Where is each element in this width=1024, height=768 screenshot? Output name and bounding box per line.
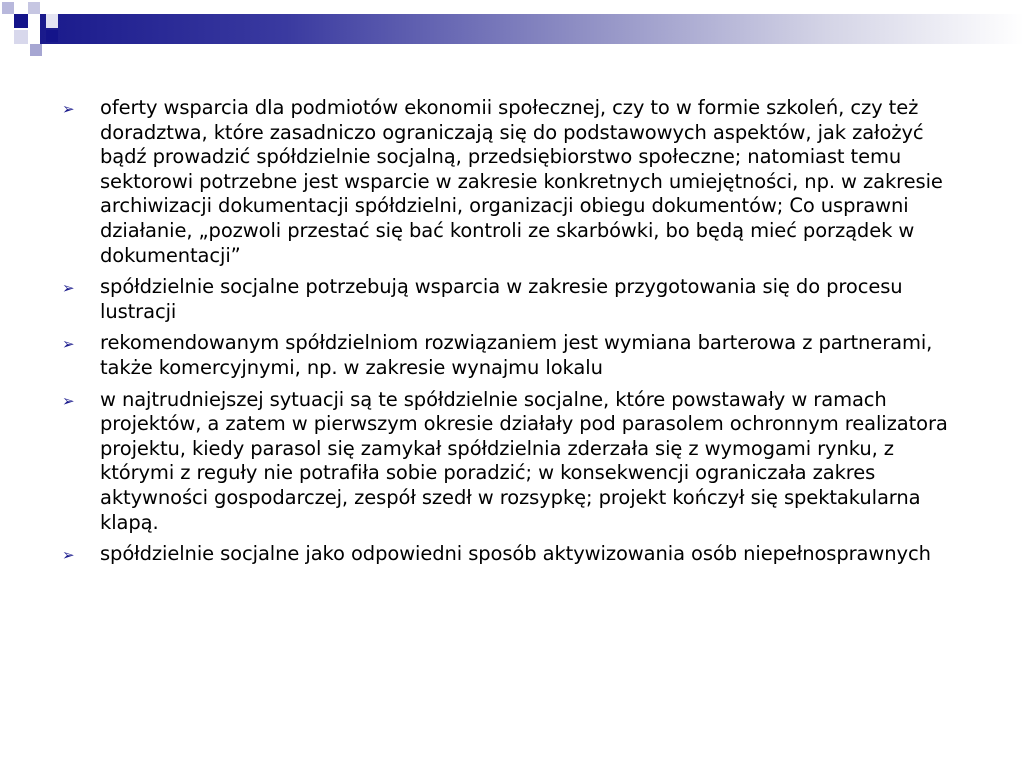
arrow-bullet-icon: ➢ bbox=[62, 100, 75, 118]
slide-content bbox=[62, 96, 962, 574]
bullet-text: spółdzielnie socjalne potrzebują wsparcia w zakresie przygotowania się do procesu lustracji bbox=[100, 275, 903, 323]
bullet-text: rekomendowanym spółdzielniom rozwiązaniem jest wymiana barterowa z partnerami, także komercyjnymi, np. w zakresie wynajmu lokalu bbox=[100, 331, 933, 379]
decorative-square bbox=[46, 14, 58, 28]
arrow-bullet-icon: ➢ bbox=[62, 546, 75, 565]
bullet-text: w najtrudniejszej sytuacji są te spółdzielnie socjalne, które powstawały w ramach projektów, a zatem w pierwszym okresie działały pod parasolem ochronnym realizatora projektu, kiedy parasol się zamykał spółdzielnia zderzała się z wymogami rynku, z którymi z reguły nie potrafiła sobie poradzić; w konsekwencji ograniczała zakres aktywności gospodarczej, zespół szedł w rozsypkę; projekt kończył się spektakularna klapą. bbox=[100, 387, 948, 534]
bullet-item bbox=[62, 331, 962, 380]
bullet-text: oferty wsparcia dla podmiotów ekonomii społecznej, czy to w formie szkoleń, czy też doradztwa, które zasadniczo ograniczają się do podstawowych aspektów, jak założyć bądź prowadzić spółdzielnie socjalną, przedsiębiorstwo społeczne; natomiast temu sektorowi potrzebne jest wsparcie w zakresie konkretnych umiejętności, np. w zakresie archiwizacji dokumentacji spółdzielni, organizacji obiegu dokumentów; Co usprawni działanie, „pozwoli przestać się bać kontroli ze skarbówki, bo będą mieć porządek w dokumentacji” bbox=[100, 96, 943, 267]
decorative-square bbox=[14, 30, 28, 44]
arrow-bullet-icon: ➢ bbox=[62, 391, 75, 410]
decorative-square bbox=[14, 14, 28, 28]
header-decoration bbox=[0, 0, 1024, 60]
bullet-item bbox=[62, 96, 962, 268]
arrow-bullet-icon: ➢ bbox=[62, 335, 75, 354]
bullet-item bbox=[62, 388, 962, 536]
header-gradient-bar bbox=[40, 14, 1024, 44]
bullet-list bbox=[62, 96, 962, 567]
bullet-text: spółdzielnie socjalne jako odpowiedni sposób aktywizowania osób niepełnosprawnych bbox=[100, 542, 931, 566]
bullet-item bbox=[62, 275, 962, 324]
decorative-square bbox=[30, 44, 42, 56]
decorative-square bbox=[28, 2, 40, 14]
decorative-square bbox=[46, 30, 58, 42]
decorative-square bbox=[2, 2, 14, 14]
bullet-item bbox=[62, 542, 962, 567]
arrow-bullet-icon: ➢ bbox=[62, 279, 75, 298]
